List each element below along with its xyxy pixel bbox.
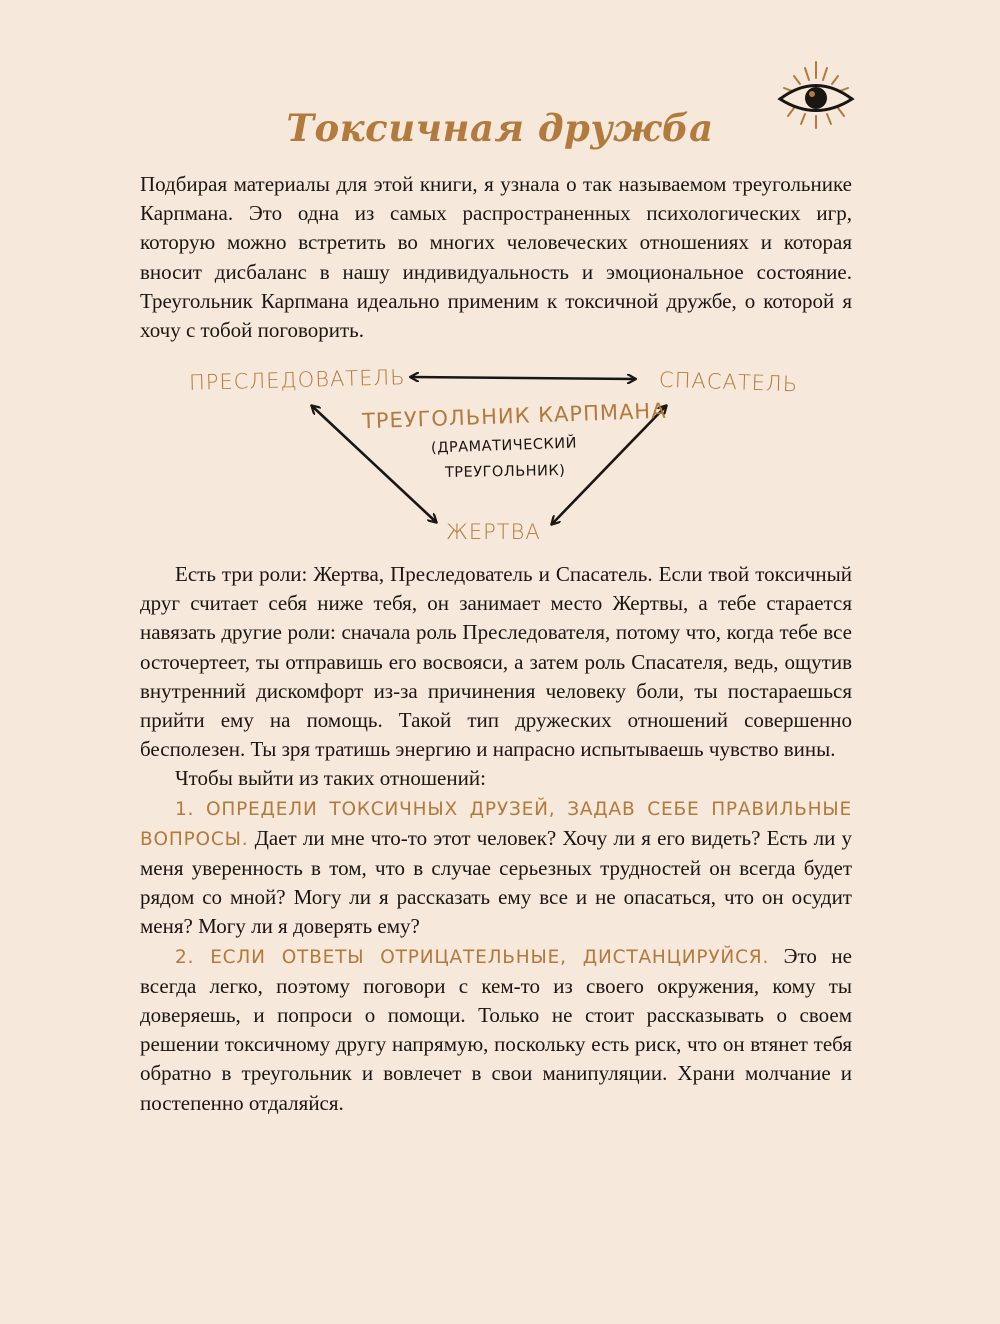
page-title: Токсичная дружба (286, 106, 714, 150)
step-2-text: Это не всегда легко, поэтому поговори с кем-то из своего окружения, кому ты доверяешь, и попроси о помощи. Только не стоит рассказывать о своем решении токсичному другу напрямую, поскольку есть риск, что он втянет тебя обратно в треугольник и вовлечет в свои манипуляции. Храни молчание и постепенно отдаляйся. (140, 943, 852, 1115)
role-persecutor: ПРЕСЛЕДОВАТЕЛЬ (188, 365, 406, 395)
role-rescuer: СПАСАТЕЛЬ (658, 367, 799, 397)
step-1-heading: 1. ОПРЕДЕЛИ ТОКСИЧНЫХ ДРУЗЕЙ, ЗАДАВ СЕБЕ ПРАВИЛЬНЫЕ ВОПРОСЫ. (140, 798, 852, 850)
intro-section (140, 170, 852, 345)
roles-paragraph: Есть три роли: Жертва, Преследователь и Спасатель. Если твой токсичный друг считает себя ниже тебя, он занимает место Жертвы, а тебе старается навязать другие роли: сначала роль Преследователя, потому что, когда тебе все осточертеет, ты отправишь его восвояси, а затем роль Спасателя, ведь, ощутив внутренний дискомфорт из-за причинения человеку боли, ты постараешься прийти ему на помощь. Такой тип дружеских отношений совершенно бесполезен. Ты зря тратишь энергию и напрасно испытываешь чувство вины. (140, 562, 852, 762)
triangle-subtitle-line2: ТРЕУГОЛЬНИК) (444, 462, 566, 482)
arrow-persecutor-rescuer (411, 377, 635, 379)
step-1-text: Дает ли мне что-то этот человек? Хочу ли я его видеть? Есть ли у меня уверенность в том, что в случае серьезных трудностей он всегда будет рядом со мной? Могу ли я рассказать ему все и не опасаться, что он осудит меня? Могу ли я доверять ему? (140, 825, 853, 939)
intro-paragraph: Подбирая материалы для этой книги, я узнала о так называемом треугольнике Карпмана. Это одна из самых распространенных психологических игр, которую можно встретить во многих человеческих отношениях и которая вносит дисбаланс в нашу индивидуальность и эмоциональное состояние. Треугольник Карпмана идеально применим к токсичной дружбе, о которой я хочу с тобой поговорить. (140, 172, 852, 343)
step-1 (140, 794, 852, 942)
karpman-triangle-diagram (140, 350, 852, 560)
triangle-title: ТРЕУГОЛЬНИК КАРПМАНА (361, 398, 667, 434)
body-section (140, 560, 852, 1118)
role-victim: ЖЕРТВА (446, 520, 541, 544)
step-2 (140, 942, 852, 1118)
triangle-subtitle-line1: (ДРАМАТИЧЕСКИЙ (430, 435, 578, 457)
lead-in: Чтобы выйти из таких отношений: (175, 766, 486, 791)
step-2-heading: 2. ЕСЛИ ОТВЕТЫ ОТРИЦАТЕЛЬНЫЕ, ДИСТАНЦИРУЙСЯ. (175, 946, 770, 968)
